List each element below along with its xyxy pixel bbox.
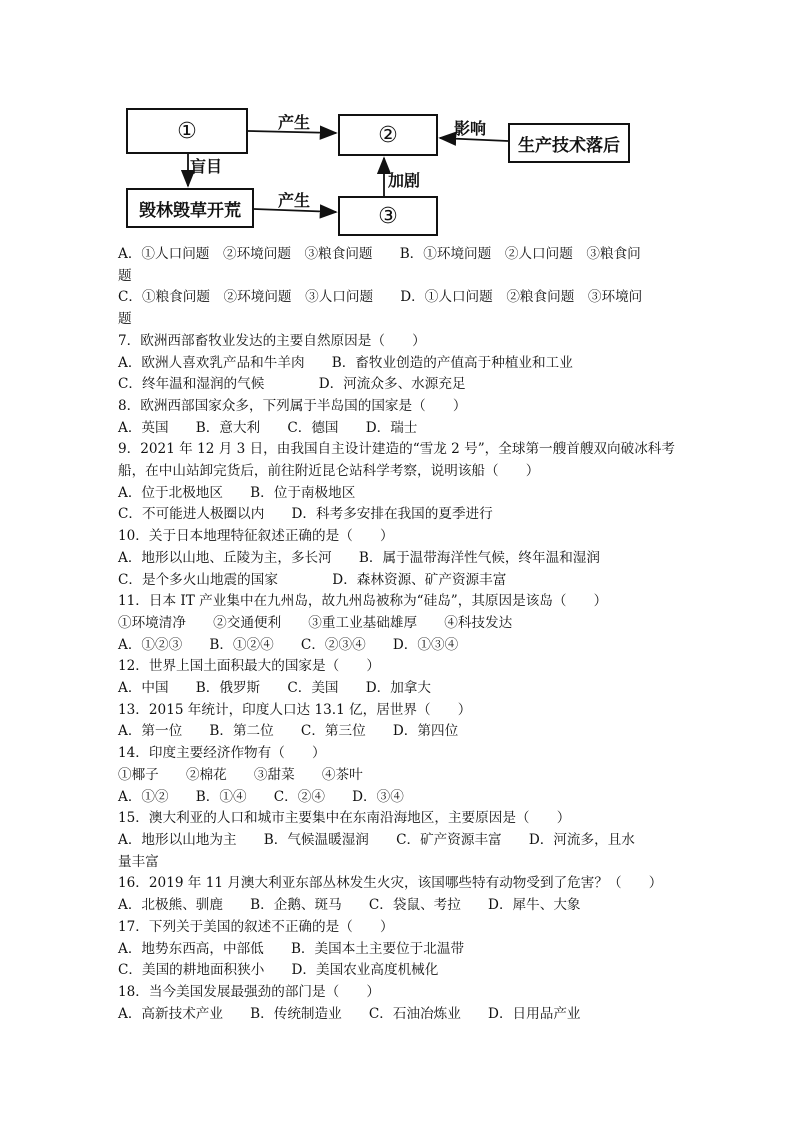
text-line: A．①②③ B．①②④ C．②③④ D．①③④ — [118, 636, 459, 653]
text-line: C．是个多火山地震的国家 D．森林资源、矿产资源丰富 — [118, 571, 507, 588]
text-line: A．欧洲人喜欢乳产品和牛羊肉 B．畜牧业创造的产值高于种植业和工业 — [118, 354, 573, 371]
question-13: 13．2015 年统计，印度人口达 13.1 亿，居世界（ ） — [118, 701, 472, 718]
box-1-label: ① — [177, 118, 197, 144]
arrow-label-influence: 影响 — [454, 119, 487, 138]
text-line: A．地形以山地、丘陵为主，多长河 B．属于温带海洋性气候，终年温和湿润 — [118, 549, 600, 566]
flow-diagram — [118, 96, 648, 246]
arrow-label-produce-2: 产生 — [278, 191, 311, 210]
text-line: C．①粮食问题 ②环境问题 ③人口问题 D．①人口问题 ②粮食问题 ③环境问 — [118, 289, 643, 306]
text-line: A．北极熊、驯鹿 B．企鹅、斑马 C．袋鼠、考拉 D．犀牛、大象 — [118, 897, 581, 914]
question-text — [118, 244, 678, 1025]
text-line: A．中国 B．俄罗斯 C．美国 D．加拿大 — [118, 680, 431, 697]
diagram-box-3 — [338, 196, 438, 236]
text-line: C．不可能进人极圈以内 D．科考多安排在我国的夏季进行 — [118, 506, 493, 523]
diagram-box-2 — [338, 114, 438, 156]
text-line: ①环境清净 ②交通便利 ③重工业基础雄厚 ④科技发达 — [118, 614, 513, 631]
text-line: 船，在中山站卸完货后，前往附近昆仑站科学考察，说明该船（ ） — [118, 463, 540, 480]
question-12: 12．世界上国土面积最大的国家是（ ） — [118, 658, 380, 675]
text-line: A．地势东西高，中部低 B．美国本土主要位于北温带 — [118, 940, 465, 957]
text-line: A．英国 B．意大利 C．德国 D．瑞士 — [118, 419, 418, 436]
diagram-box-backward-technology — [508, 123, 630, 163]
box-3-label: ③ — [378, 203, 398, 229]
question-18: 18．当今美国发展最强劲的部门是（ ） — [118, 983, 380, 1000]
arrow-label-aggravate: 加剧 — [388, 171, 421, 190]
question-11: 11．日本 IT 产业集中在九州岛，故九州岛被称为“硅岛”，其原因是该岛（ ） — [118, 593, 608, 610]
box-5-label: 生产技术落后 — [518, 135, 620, 156]
question-9: 9．2021 年 12 月 3 日，由我国自主设计建造的“雪龙 2 号”，全球第一艘首艘双向破冰科考 — [118, 441, 675, 458]
diagram-box-deforestation — [126, 188, 254, 228]
arrow-label-blind: 盲目 — [190, 157, 223, 176]
question-15: 15．澳大利亚的人口和城市主要集中在东南沿海地区，主要原因是（ ） — [118, 810, 571, 827]
arrow-label-produce-1: 产生 — [278, 113, 311, 132]
text-line: A．第一位 B．第二位 C．第三位 D．第四位 — [118, 723, 459, 740]
text-line: C．美国的耕地面积狭小 D．美国农业高度机械化 — [118, 962, 439, 979]
text-line: ①椰子 ②棉花 ③甜菜 ④茶叶 — [118, 766, 363, 783]
text-line: A．地形以山地为主 B．气候温暖湿润 C．矿产资源丰富 D．河流多，且水 — [118, 831, 635, 848]
question-10: 10．关于日本地理特征叙述正确的是（ ） — [118, 528, 394, 545]
text-line: C．终年温和湿润的气候 D．河流众多、水源充足 — [118, 376, 466, 393]
text-line: 题 — [118, 311, 132, 328]
text-line: 题 — [118, 267, 132, 284]
question-16: 16．2019 年 11 月澳大利亚东部丛林发生火灾，该国哪些特有动物受到了危害？（ ） — [118, 875, 663, 892]
box-4-label: 毁林毁草开荒 — [139, 200, 241, 221]
box-2-label: ② — [378, 122, 398, 148]
text-line: A．①人口问题 ②环境问题 ③粮食问题 B．①环境问题 ②人口问题 ③粮食问 — [118, 246, 641, 262]
text-line: 量丰富 — [118, 853, 159, 870]
text-line: A．①② B．①④ C．②④ D．③④ — [118, 788, 404, 805]
text-line: A．高新技术产业 B．传统制造业 C．石油冶炼业 D．日用品产业 — [118, 1005, 581, 1022]
question-7: 7．欧洲西部畜牧业发达的主要自然原因是（ ） — [118, 332, 426, 349]
question-17: 17．下列关于美国的叙述不正确的是（ ） — [118, 918, 394, 935]
question-14: 14．印度主要经济作物有（ ） — [118, 745, 326, 762]
text-line: A．位于北极地区 B．位于南极地区 — [118, 484, 356, 501]
question-8: 8．欧洲西部国家众多，下列属于半岛国的国家是（ ） — [118, 397, 467, 414]
diagram-box-1 — [126, 108, 248, 154]
